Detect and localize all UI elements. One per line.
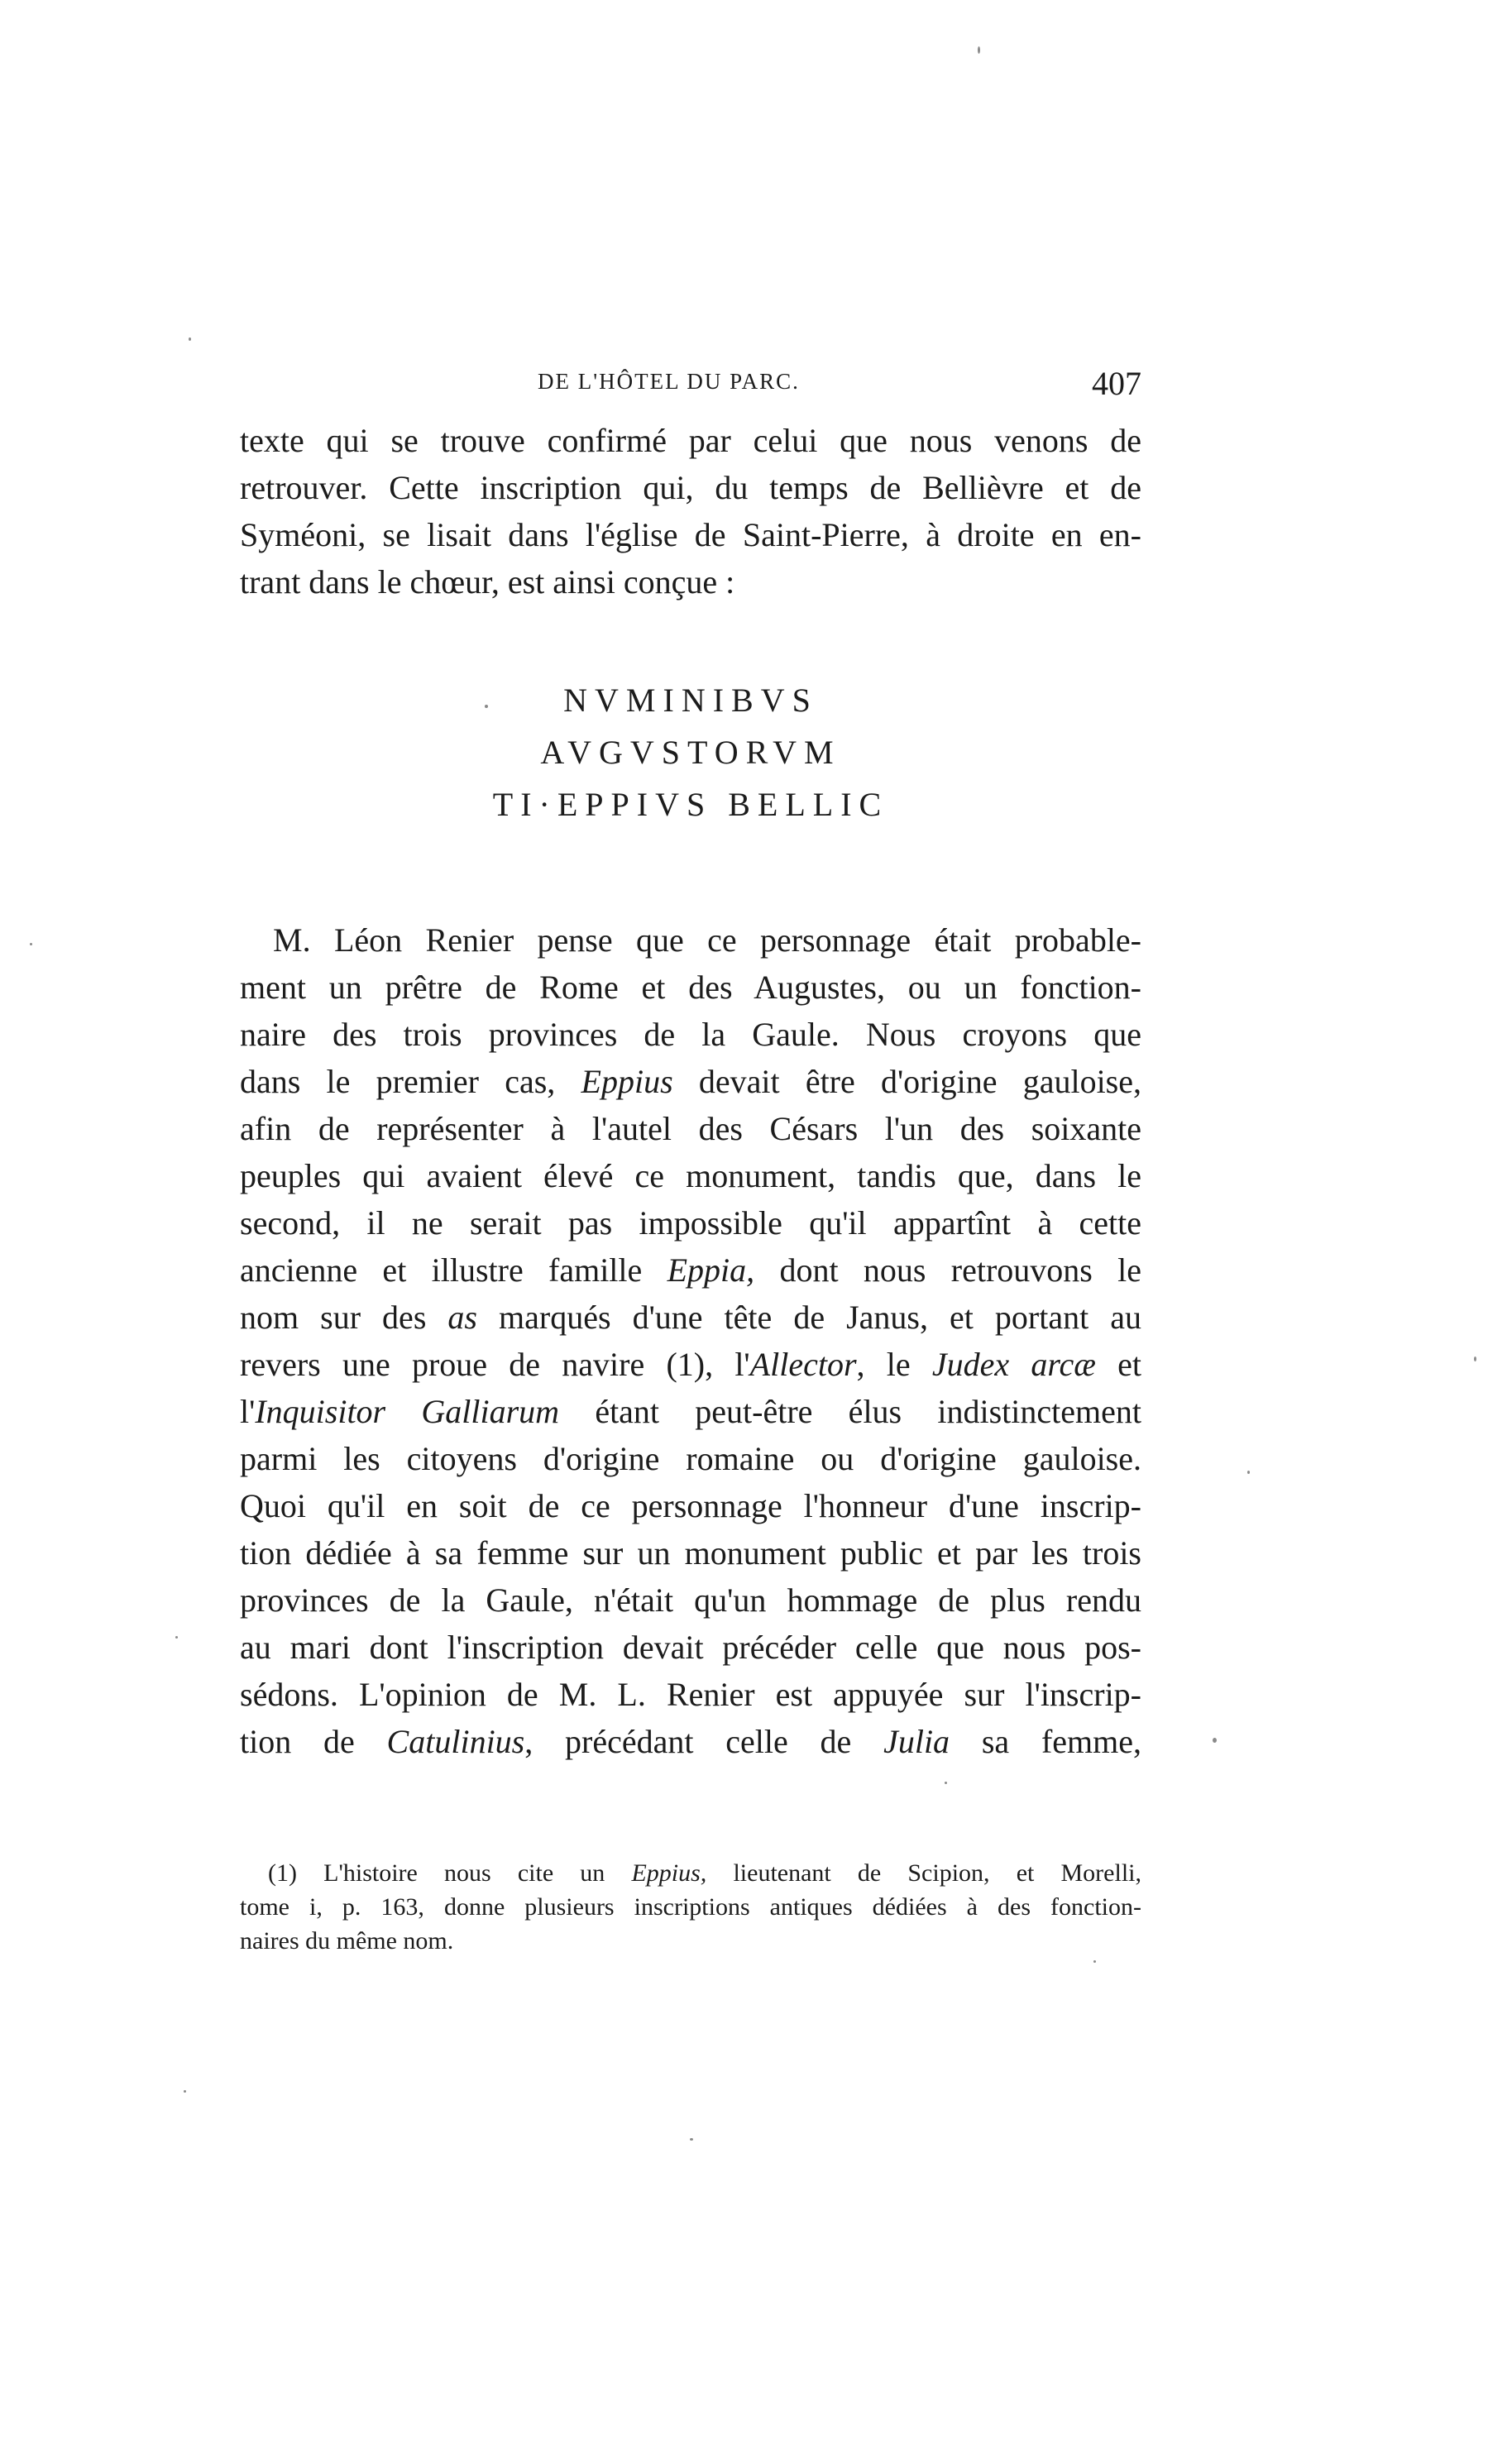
text-line: revers une proue de navire (1), l'Allector, le Judex arcæ et <box>240 1346 1142 1383</box>
paper-speck <box>175 1636 178 1639</box>
paper-speck <box>1093 1960 1096 1963</box>
text-line: retrouver. Cette inscription qui, du temps de Bellièvre et de <box>240 469 1141 506</box>
text-line: Syméoni, se lisait dans l'église de Saint-Pierre, à droite en en- <box>240 516 1141 553</box>
paper-speck <box>189 337 191 341</box>
text-line: Quoi qu'il en soit de ce personnage l'honneur d'une inscrip- <box>240 1487 1141 1524</box>
italic-term: Allector <box>749 1346 857 1383</box>
paragraph-discussion <box>240 916 1141 1765</box>
text-line: texte qui se trouve confirmé par celui que nous venons de <box>240 422 1141 459</box>
text-line: provinces de la Gaule, n'était qu'un hommage de plus rendu <box>240 1581 1141 1619</box>
italic-name: Eppia, <box>667 1251 755 1289</box>
page-number: 407 <box>1092 365 1141 402</box>
paper-speck <box>485 705 488 708</box>
paper-speck <box>690 2138 693 2141</box>
text-line: trant dans le chœur, est ainsi conçue : <box>240 563 735 600</box>
inscription-line: NVMINIBVS <box>563 682 818 719</box>
inscription-line: AVGVSTORVM <box>540 734 841 771</box>
text-line: naire des trois provinces de la Gaule. Nous croyons que <box>240 1016 1141 1053</box>
italic-term: Inquisitor Galliarum <box>255 1393 560 1430</box>
footnote <box>240 1856 1141 1958</box>
italic-name: Eppius <box>581 1063 673 1100</box>
paper-speck <box>945 1782 947 1784</box>
text-line: ancienne et illustre famille Eppia, dont nous retrouvons le <box>240 1251 1142 1289</box>
inscription-line: TI·EPPIVS BELLIC <box>492 786 889 823</box>
text-line: second, il ne serait pas impossible qu'il appartînt à cette <box>240 1204 1141 1242</box>
paper-speck <box>184 2090 186 2093</box>
paper-speck <box>1474 1356 1476 1361</box>
text-line: afin de représenter à l'autel des Césars l'un des soixante <box>240 1110 1141 1147</box>
text-line: tion de Catulinius, précédant celle de Julia sa femme, <box>240 1723 1141 1760</box>
paper-speck <box>978 46 980 54</box>
text-line: nom sur des as marqués d'une tête de Janus, et portant au <box>240 1299 1142 1336</box>
text-line: ment un prêtre de Rome et des Augustes, ou un fonction- <box>240 969 1141 1006</box>
text-line: l'Inquisitor Galliarum étant peut-être élus indistinctement <box>240 1393 1141 1430</box>
text-line: parmi les citoyens d'origine romaine ou d'origine gauloise. <box>240 1440 1141 1477</box>
text-line: dans le premier cas, Eppius devait être d'origine gauloise, <box>240 1063 1141 1100</box>
latin-inscription <box>240 674 1141 830</box>
italic-name: Julia <box>883 1723 950 1760</box>
paper-speck <box>1247 1471 1250 1474</box>
footnote-line: naires du même nom. <box>240 1927 454 1954</box>
footnote-line: (1) L'histoire nous cite un Eppius, lieutenant de Scipion, et Morelli, <box>268 1859 1141 1887</box>
italic-term: as <box>447 1299 477 1336</box>
text-line: tion dédiée à sa femme sur un monument public et par les trois <box>240 1534 1141 1572</box>
text-line: M. Léon Renier pense que ce personnage était probable- <box>273 921 1141 959</box>
italic-name: Eppius, <box>631 1859 707 1887</box>
italic-term: Judex arcæ <box>931 1346 1096 1383</box>
italic-name: Catulinius <box>386 1723 525 1760</box>
text-line: sédons. L'opinion de M. L. Renier est appuyée sur l'inscrip- <box>240 1676 1141 1713</box>
text-line: au mari dont l'inscription devait précéder celle que nous pos- <box>240 1629 1141 1666</box>
footnote-line: tome i, p. 163, donne plusieurs inscriptions antiques dédiées à des fonction- <box>240 1893 1141 1921</box>
running-title: DE L'HÔTEL DU PARC. <box>538 369 800 394</box>
running-head <box>240 365 1141 410</box>
paper-speck <box>1213 1738 1217 1743</box>
paragraph-intro <box>240 417 1141 605</box>
paper-speck <box>30 943 32 945</box>
text-line: peuples qui avaient élevé ce monument, tandis que, dans le <box>240 1157 1141 1194</box>
